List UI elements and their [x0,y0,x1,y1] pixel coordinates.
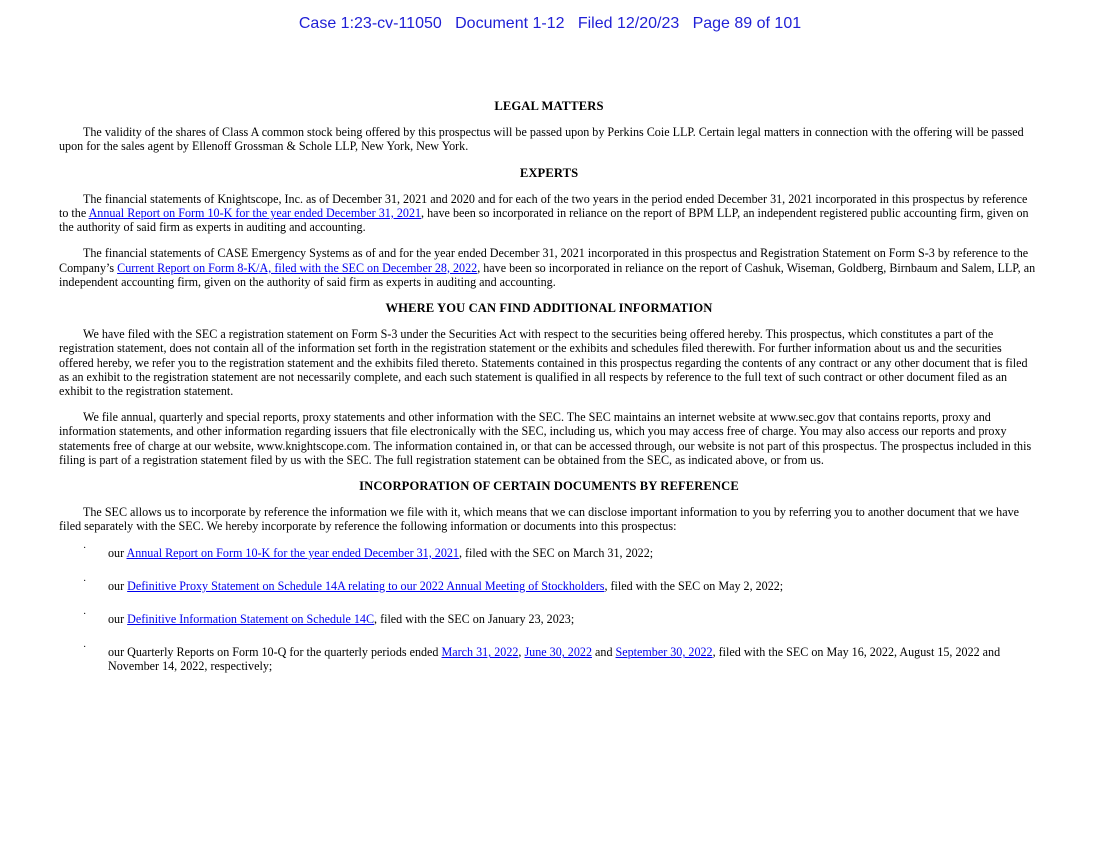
bullet-icon: · [83,542,87,554]
list-item-prefix: our [108,612,128,627]
bullet-icon: · [83,575,87,587]
list-item-suffix: , filed with the SEC on January 23, 2023; [374,612,575,627]
list-item-separator: and [592,645,616,660]
filing-header: Case 1:23-cv-11050 Document 1-12 Filed 12/20/23 Page 89 of 101 [298,15,802,32]
list-item [59,642,1039,674]
document-page [59,99,1039,693]
information-statement-link[interactable]: Definitive Information Statement on Schedule 14C [127,612,375,627]
additional-info-paragraph-2: We file annual, quarterly and special reports, proxy statements and other information with the SEC. The SEC maintains an internet website at www.sec.gov that contains reports, proxy and information statements, and other information regarding issuers that file electronically with the SEC, including us, which you may access free of charge. You may also access our reports and proxy statements free of charge at our website, www.knightscope.com. The information contained in, or that can be accessed through, our website is not part of this prospectus. The prospectus included in this filing is part of a registration statement filed by us with the SEC. The full registration statement can be obtained from the SEC, as indicated above, or from us. [59,410,1032,467]
experts-p1-text-start: The financial statements of Knightscope, Inc. as of December 31, 2021 and 2020 and for each of the two years in the period ended December 31, 2021 incorporated in this prospectus by reference to the [59,191,1028,221]
list-item-suffix: , filed with the SEC on May 16, 2022, August 15, 2022 and November 14, 2022, respectively; [108,645,1001,674]
q1-report-link[interactable]: March 31, 2022 [441,645,519,660]
annual-report-link[interactable]: Annual Report on Form 10-K for the year ended December 31, 2021 [88,206,422,221]
proxy-statement-link[interactable]: Definitive Proxy Statement on Schedule 14A relating to our 2022 Annual Meeting of Stockholders [127,578,605,593]
legal-matters-heading: LEGAL MATTERS [494,99,604,113]
list-item-prefix: our Quarterly Reports on Form 10-Q for the quarterly periods ended [108,645,442,660]
bullet-icon: · [83,642,87,654]
annual-report-10k-link[interactable]: Annual Report on Form 10-K for the year ended December 31, 2021 [126,545,459,560]
additional-info-paragraph-1: We have filed with the SEC a registration statement on Form S-3 under the Securities Act with respect to the securities being offered hereby. This prospectus, which constitutes a part of the registration statement, does not contain all of the information set forth in the registration statement or the exhibits and schedules filed therewith. For further information about us and the securities offered hereby, we refer you to the registration statement and the exhibits filed thereto. Statements contained in this prospectus regarding the contents of any contract or any other document that is filed as an exhibit to the registration statement are not necessarily complete, and each such statement is qualified in all respects by reference to the full text of such contract or other document filed as an exhibit to the registration statement. [59,327,1028,399]
list-item-suffix: , filed with the SEC on March 31, 2022; [458,545,654,560]
list-item-suffix: , filed with the SEC on May 2, 2022; [604,578,784,593]
incorporated-documents-list [59,542,1039,674]
list-item [59,575,1039,593]
experts-paragraph-1 [59,192,1039,235]
list-item [59,542,1039,560]
incorporation-paragraph: The SEC allows us to incorporate by reference the information we file with it, which means that we can disclose important information to you by referring you to another document that we have filed separately with the SEC. We hereby incorporate by reference the following information or documents into this prospectus: [59,505,1019,534]
experts-p2-text-start: The financial statements of CASE Emergency Systems as of and for the year ended December 31, 2021 incorporated in this prospectus and Registration Statement on Form S-3 by reference to the Company’s [59,246,1029,275]
additional-info-heading: WHERE YOU CAN FIND ADDITIONAL INFORMATION [385,301,713,316]
current-report-link[interactable]: Current Report on Form 8-K/A, filed with the SEC on December 28, 2022 [117,260,478,275]
list-item [59,609,1039,627]
list-item-prefix: our [108,545,127,560]
experts-paragraph-2 [59,246,1039,289]
legal-matters-paragraph: The validity of the shares of Class A common stock being offered by this prospectus will be passed upon by Perkins Coie LLP. Certain legal matters in connection with the offering will be passed upon for the sales agent by Ellenoff Grossman & Schole LLP, New York, New York. [59,125,1024,154]
experts-p1-text-end: , have been so incorporated in reliance on the report of BPM LLP, an independent registered public accounting firm, given on the authority of said firm as experts in auditing and accounting. [59,206,1029,235]
incorporation-heading: INCORPORATION OF CERTAIN DOCUMENTS BY REFERENCE [359,479,739,494]
list-item-separator: , [518,645,525,660]
q3-report-link[interactable]: September 30, 2022 [615,645,713,660]
list-item-prefix: our [108,578,128,593]
q2-report-link[interactable]: June 30, 2022 [524,645,592,660]
experts-p2-text-end: , have been so incorporated in reliance on the report of Cashuk, Wiseman, Goldberg, Birnbaum and Salem, LLP, an independent accounting firm, given on the authority of said firm as experts in auditing and accounting. [59,260,1036,289]
bullet-icon: · [83,609,87,621]
experts-heading: EXPERTS [519,165,579,180]
